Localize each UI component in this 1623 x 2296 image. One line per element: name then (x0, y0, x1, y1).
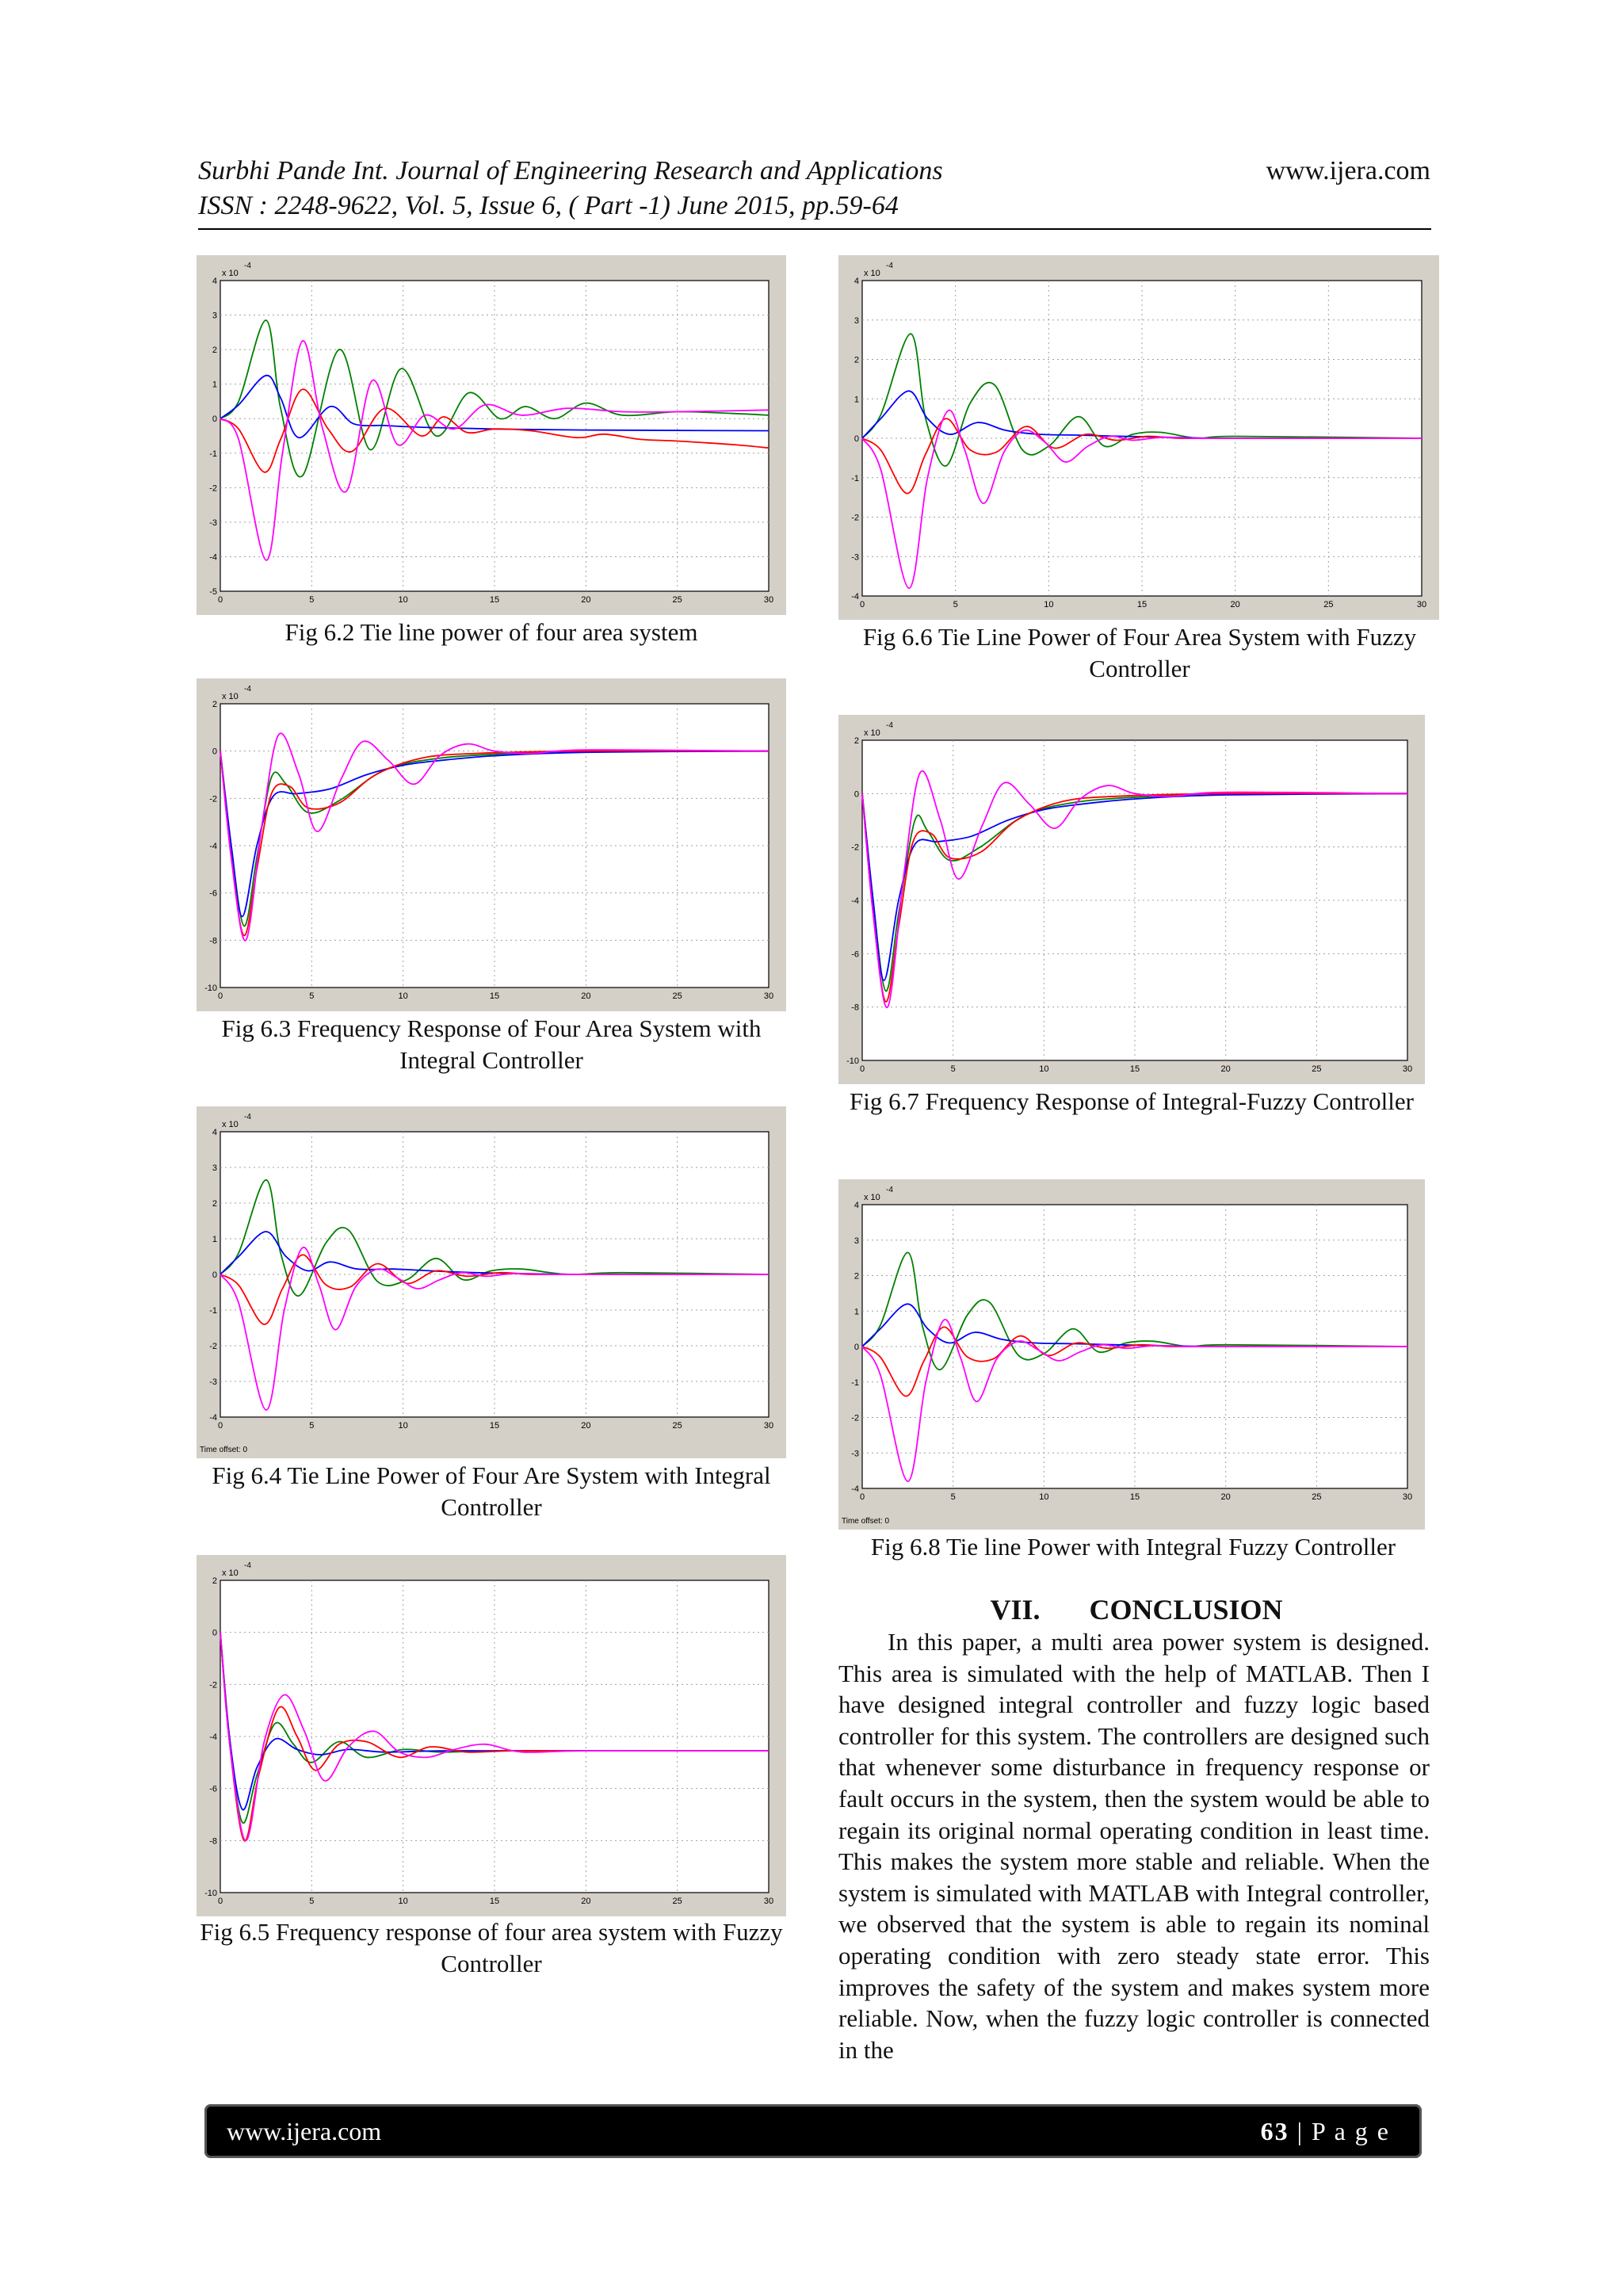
y-tick-label: 0 (854, 789, 859, 800)
x-tick-label: 15 (489, 991, 500, 1001)
y-tick-label: -2 (209, 1680, 217, 1690)
x-tick-label: 5 (309, 1897, 315, 1906)
x-tick-label: 10 (398, 1897, 408, 1906)
y-tick-label: -6 (209, 1784, 217, 1794)
x-tick-label: 20 (1220, 1492, 1231, 1502)
axis-exponent-power: -4 (244, 685, 251, 693)
plot-svg (838, 1179, 1425, 1530)
y-tick-label: 2 (212, 700, 217, 709)
x-tick-label: 10 (1039, 1492, 1049, 1502)
y-tick-label: 2 (212, 346, 217, 356)
figure-6-3-caption: Fig 6.3 Frequency Response of Four Area System with Integral Controller (221, 1014, 762, 1074)
y-tick-label: 3 (212, 311, 217, 321)
y-tick-label: 4 (212, 1128, 217, 1137)
section-title: CONCLUSION (1089, 1594, 1283, 1626)
y-tick-label: -1 (851, 1377, 859, 1388)
x-tick-label: 5 (950, 1064, 956, 1074)
time-offset-label: Time offset: 0 (842, 1517, 890, 1526)
footer-website[interactable]: www.ijera.com (227, 2117, 382, 2145)
y-tick-label: 0 (212, 415, 217, 425)
axis-exponent: x 10 (222, 692, 239, 701)
y-tick-label: 2 (212, 1576, 217, 1586)
y-tick-label: 3 (854, 315, 859, 326)
axis-exponent-power: -4 (886, 262, 893, 270)
y-tick-label: 2 (854, 355, 859, 365)
y-tick-label: 1 (212, 380, 217, 390)
x-tick-label: 30 (763, 1897, 774, 1906)
y-tick-label: -2 (851, 842, 859, 853)
y-tick-label: -8 (851, 1003, 859, 1013)
x-tick-label: 30 (1402, 1064, 1413, 1074)
x-tick-label: 0 (217, 1897, 223, 1906)
figure-6-3-plot (197, 678, 786, 1011)
figure-6-2-plot (197, 255, 786, 615)
y-tick-label: -4 (209, 1413, 217, 1423)
x-tick-label: 25 (672, 1897, 682, 1906)
y-tick-label: -4 (209, 1733, 217, 1742)
x-tick-label: 25 (1312, 1492, 1322, 1502)
figure-6-8-plot (838, 1179, 1425, 1530)
conclusion-body (838, 1626, 1430, 2065)
y-tick-label: -2 (851, 513, 859, 523)
journal-website[interactable]: www.ijera.com (1266, 156, 1430, 185)
page-number: 63 (1260, 2117, 1289, 2145)
running-header (198, 155, 1430, 187)
x-tick-label: 25 (1312, 1064, 1322, 1074)
axis-exponent-power: -4 (244, 262, 251, 270)
y-tick-label: 4 (854, 1201, 859, 1210)
x-tick-label: 0 (217, 595, 223, 605)
x-tick-label: 5 (309, 1421, 315, 1431)
time-offset-label: Time offset: 0 (200, 1446, 248, 1454)
y-tick-label: -4 (209, 552, 217, 563)
conclusion-paragraph: In this paper, a multi area power system is designed. This area is simulated with the help of MATLAB. Then I have designed integral controller and fuzzy logic based controller for this system. The controllers are designed such that whenever some disturbance in frequency response or fault occurs in the system, then the system would be able to regain its original normal operating condition in least time. This makes the system more stable and reliable. When the system is simulated with MATLAB with Integral controller, we observed that the system is able to regain its nominal operating condition with zero steady state error. This improves the safety of the system and makes system more reliable. Now, when the fuzzy logic controller is connected in the (838, 1628, 1430, 2064)
axis-exponent: x 10 (864, 269, 880, 278)
y-tick-label: -6 (209, 888, 217, 899)
figure-6-6-plot (838, 255, 1439, 620)
y-tick-label: 0 (212, 1628, 217, 1638)
x-tick-label: 5 (953, 600, 958, 609)
x-tick-label: 0 (859, 1064, 865, 1074)
y-tick-label: -4 (851, 1484, 859, 1494)
figure-6-7-caption: Fig 6.7 Frequency Response of Integral-Fuzzy Controller (850, 1087, 1414, 1115)
y-tick-label: -4 (209, 842, 217, 851)
figure-6-2-caption: Fig 6.2 Tie line power of four area system (285, 618, 698, 646)
y-tick-label: -10 (204, 1889, 217, 1898)
y-tick-label: -5 (209, 587, 217, 597)
x-tick-label: 25 (1323, 600, 1334, 609)
x-tick-label: 25 (672, 1421, 682, 1431)
y-tick-label: -10 (846, 1056, 859, 1066)
y-tick-label: -8 (209, 1836, 217, 1847)
x-tick-label: 15 (489, 1421, 500, 1431)
x-tick-label: 20 (581, 595, 591, 605)
y-tick-label: 1 (212, 1235, 217, 1244)
axis-exponent-power: -4 (244, 1113, 251, 1121)
x-tick-label: 30 (1402, 1492, 1413, 1502)
axis-exponent: x 10 (864, 728, 880, 738)
plot-svg (197, 1106, 786, 1458)
y-tick-label: -3 (209, 1377, 217, 1387)
x-tick-label: 20 (581, 1897, 591, 1906)
axis-exponent: x 10 (222, 1120, 239, 1129)
x-tick-label: 5 (309, 595, 315, 605)
plot-svg (197, 255, 786, 615)
y-tick-label: -1 (209, 1306, 217, 1316)
y-tick-label: 0 (212, 747, 217, 757)
x-tick-label: 5 (950, 1492, 956, 1502)
y-tick-label: 0 (212, 1270, 217, 1280)
y-tick-label: 4 (854, 277, 859, 286)
plot-svg (838, 255, 1439, 620)
x-tick-label: 15 (489, 1897, 500, 1906)
section-heading (840, 1593, 1433, 1626)
x-tick-label: 25 (672, 595, 682, 605)
figure-6-6-caption: Fig 6.6 Tie Line Power of Four Area System with Fuzzy Controller (862, 623, 1417, 682)
y-tick-label: 2 (854, 736, 859, 746)
x-tick-label: 30 (763, 595, 774, 605)
x-tick-label: 30 (763, 991, 774, 1001)
x-tick-label: 10 (1044, 600, 1054, 609)
journal-citation: Surbhi Pande Int. Journal of Engineering Research and Applications (198, 156, 943, 185)
figure-6-7-plot (838, 715, 1425, 1084)
issn-line: ISSN : 2248-9622, Vol. 5, Issue 6, ( Part -1) June 2015, pp.59-64 (198, 191, 899, 220)
figure-6-5-plot (197, 1555, 786, 1916)
plot-svg (197, 678, 786, 1011)
y-tick-label: 4 (212, 277, 217, 286)
y-tick-label: -3 (851, 1449, 859, 1459)
y-tick-label: -1 (851, 473, 859, 483)
axis-exponent: x 10 (222, 269, 239, 278)
y-tick-label: -10 (204, 984, 217, 993)
section-number: VII. (990, 1594, 1041, 1626)
page-footer (204, 2104, 1422, 2158)
y-tick-label: 0 (854, 434, 859, 444)
axis-exponent-power: -4 (244, 1561, 251, 1570)
x-tick-label: 15 (1136, 600, 1148, 609)
y-tick-label: -2 (209, 794, 217, 804)
y-tick-label: -4 (851, 896, 859, 906)
y-tick-label: -2 (851, 1413, 859, 1423)
plot-svg (197, 1555, 786, 1916)
y-tick-label: -3 (209, 518, 217, 528)
figure-6-5-caption: Fig 6.5 Frequency response of four area system with Fuzzy Controller (200, 1918, 783, 1977)
x-tick-label: 0 (217, 1421, 223, 1431)
y-tick-label: -2 (209, 483, 217, 494)
figure-6-4-plot (197, 1106, 786, 1458)
y-tick-label: 3 (212, 1163, 217, 1173)
y-tick-label: -8 (209, 936, 217, 946)
x-tick-label: 15 (1129, 1064, 1140, 1074)
y-tick-label: -1 (209, 449, 217, 459)
axis-exponent: x 10 (222, 1568, 239, 1578)
x-tick-label: 0 (217, 991, 223, 1001)
x-tick-label: 10 (398, 991, 408, 1001)
figure-6-4-caption: Fig 6.4 Tie Line Power of Four Are System with Integral Controller (212, 1461, 771, 1521)
y-tick-label: -6 (851, 949, 859, 960)
axis-exponent-power: -4 (886, 721, 893, 730)
plot-svg (838, 715, 1425, 1084)
x-tick-label: 20 (581, 1421, 591, 1431)
x-tick-label: 10 (398, 595, 408, 605)
x-tick-label: 25 (672, 991, 682, 1001)
x-tick-label: 10 (1039, 1064, 1049, 1074)
x-tick-label: 10 (398, 1421, 408, 1431)
y-tick-label: 3 (854, 1236, 859, 1246)
x-tick-label: 15 (1129, 1492, 1140, 1502)
x-tick-label: 20 (1230, 600, 1240, 609)
axis-exponent-power: -4 (886, 1186, 893, 1194)
x-tick-label: 20 (581, 991, 591, 1001)
x-tick-label: 5 (309, 991, 315, 1001)
figure-6-8-caption: Fig 6.8 Tie line Power with Integral Fuzzy Controller (870, 1533, 1396, 1561)
x-tick-label: 15 (489, 595, 500, 605)
page-label: | P a g e (1289, 2117, 1390, 2145)
y-tick-label: 2 (212, 1199, 217, 1209)
y-tick-label: -2 (209, 1342, 217, 1351)
axis-exponent: x 10 (864, 1193, 880, 1202)
x-tick-label: 20 (1220, 1064, 1231, 1074)
footer-page-number (1261, 2115, 1390, 2147)
x-tick-label: 0 (859, 600, 865, 609)
y-tick-label: 2 (854, 1271, 859, 1282)
header-rule (198, 228, 1431, 230)
y-tick-label: -4 (851, 592, 859, 602)
y-tick-label: 1 (854, 1307, 859, 1317)
x-tick-label: 0 (859, 1492, 865, 1502)
y-tick-label: -3 (851, 552, 859, 563)
x-tick-label: 30 (1416, 600, 1427, 609)
y-tick-label: 0 (854, 1343, 859, 1352)
x-tick-label: 30 (763, 1421, 774, 1431)
y-tick-label: 1 (854, 395, 859, 405)
